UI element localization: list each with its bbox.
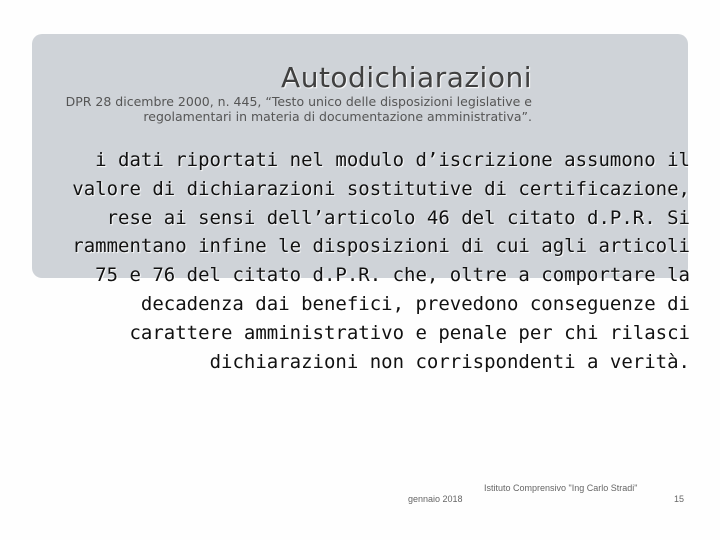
slide-page-number: 15: [674, 494, 685, 504]
slide-body-text: i dati riportati nel modulo d’iscrizione assumono il valore di dichiarazioni sostitutive di certificazione, rese ai sensi dell’articolo 46 del citato d.P.R. Si rammentano infine le disposizioni di cui agli articoli 75 e 76 del citato d.P.R. che, oltre a comportare la decadenza dai benefici, prevedono conseguenze di carattere amministrativo e penale per chi rilasci dichiarazioni non corrispondenti a verità.: [72, 149, 690, 373]
slide-title: Autodichiarazioni: [281, 61, 532, 94]
slide-subtitle: DPR 28 dicembre 2000, n. 445, “Testo unico delle disposizioni legislative e regolamentari in materia di documentazione amministrativa”.: [65, 94, 532, 124]
footer-school-name: Istituto Comprensivo "Ing Carlo Stradi": [484, 483, 638, 493]
footer-date: gennaio 2018: [408, 494, 463, 504]
